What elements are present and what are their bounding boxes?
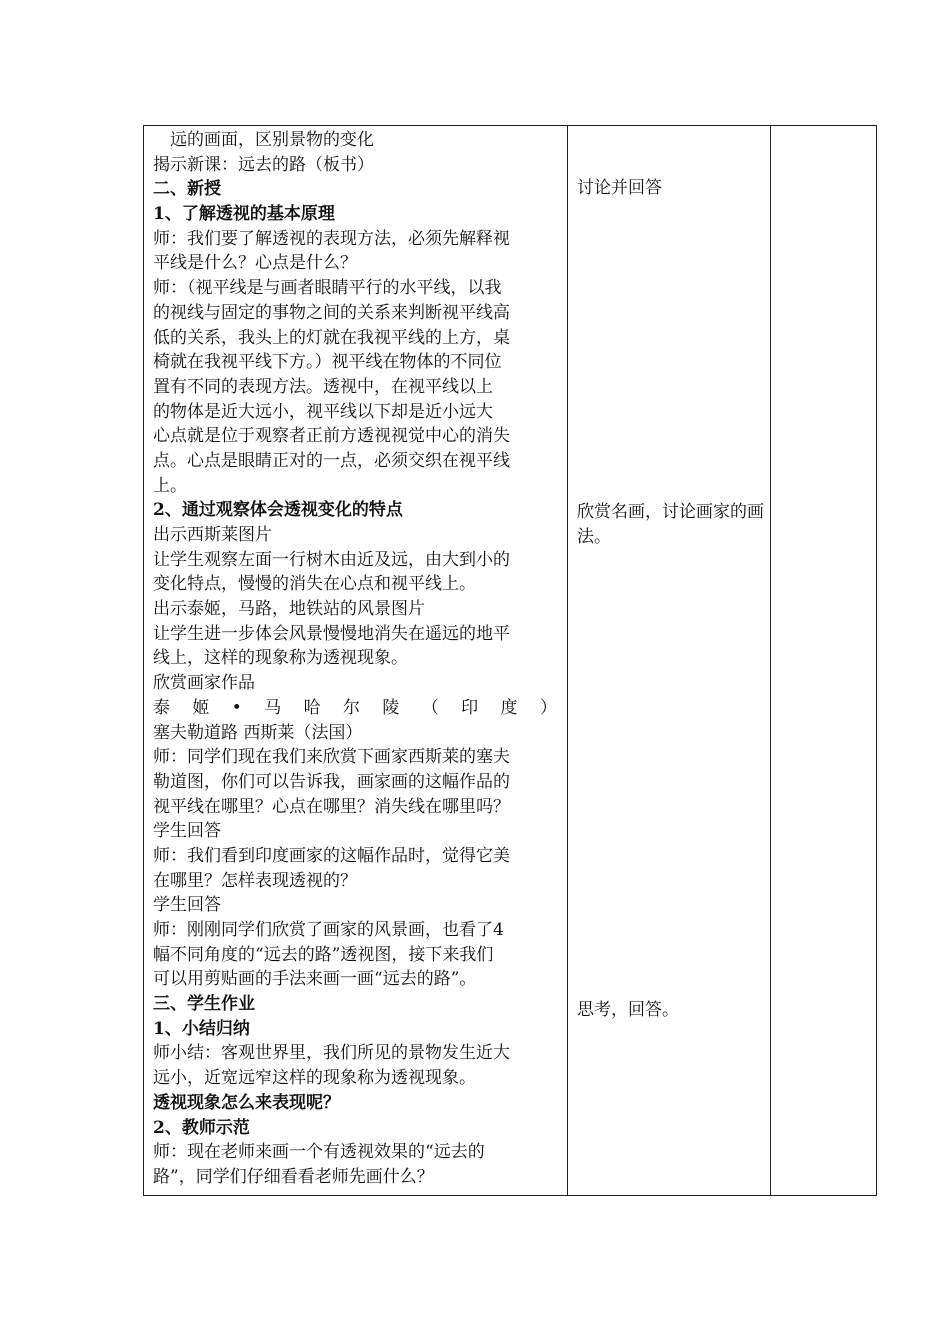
text-line: 让学生进一步体会风景慢慢地消失在遥远的地平 <box>153 623 510 644</box>
text-line: 学生回答 <box>153 895 221 916</box>
teaching-process-text <box>153 128 557 1190</box>
text-line: 置有不同的表现方法。透视中，在视平线以上 <box>153 376 493 397</box>
text-line: 塞夫勒道路 西斯莱（法国） <box>153 722 363 743</box>
text-line: 椅就在我视平线下方。）视平线在物体的不同位 <box>153 352 502 373</box>
student-note-think: 思考，回答。 <box>577 1000 679 1020</box>
text-line: 让学生观察左面一行树木由近及远，由大到小的 <box>153 549 510 570</box>
text-line: 低的关系，我头上的灯就在我视平线的上方，桌 <box>153 327 510 348</box>
section-heading: 透视现象怎么来表现呢？ <box>153 1092 340 1113</box>
text-line: 师：我们看到印度画家的这幅作品时，觉得它美 <box>153 845 510 866</box>
text-line: 视平线在哪里？心点在哪里？消失线在哪里吗？ <box>153 796 510 817</box>
student-note-discuss: 讨论并回答 <box>577 178 662 198</box>
text-line: 师：现在老师来画一个有透视效果的“远去的 <box>153 1142 485 1163</box>
text-line: 勒道图，你们可以告诉我，画家画的这幅作品的 <box>153 771 510 792</box>
section-heading: 1、小结归纳 <box>153 1018 250 1039</box>
text-line: 点。心点是眼睛正对的一点，必须交织在视平线 <box>153 450 510 471</box>
text-line: 线上，这样的现象称为透视现象。 <box>153 648 408 669</box>
text-line: 师：（视平线是与画者眼睛平行的水平线，以我 <box>153 278 502 299</box>
text-line: 变化特点，慢慢的消失在心点和视平线上。 <box>153 574 476 595</box>
text-line: 泰 姬 • 马 哈 尔 陵 （ 印 度 ） <box>153 697 557 718</box>
text-line: 揭示新课：远去的路（板书） <box>153 154 374 175</box>
section-heading: 2、通过观察体会透视变化的特点 <box>153 500 403 521</box>
text-line: 学生回答 <box>153 821 221 842</box>
lesson-plan-table <box>143 125 877 1196</box>
section-heading: 二、新授 <box>153 179 221 200</box>
student-note-appreciate: 欣赏名画，讨论画家的画法。 <box>577 502 764 547</box>
text-line: 远的画面，区别景物的变化 <box>153 130 374 150</box>
section-heading: 1、了解透视的基本原理 <box>153 204 335 225</box>
text-line: 心点就是位于观察者正前方透视视觉中心的消失 <box>153 426 510 447</box>
text-line: 幅不同角度的“远去的路”透视图，接下来我们 <box>153 944 494 965</box>
text-line: 平线是什么？心点是什么？ <box>153 253 357 274</box>
text-line: 出示泰姬，马路，地铁站的风景图片 <box>153 599 425 620</box>
text-line: 欣赏画家作品 <box>153 673 255 694</box>
section-heading: 2、教师示范 <box>153 1117 250 1138</box>
text-line: 出示西斯莱图片 <box>153 525 272 545</box>
text-line: 的物体是近大远小，视平线以下却是近小远大 <box>153 401 493 422</box>
text-line: 师：刚刚同学们欣赏了画家的风景画，也看了4 <box>153 920 504 940</box>
text-line: 可以用剪贴画的手法来画一画“远去的路”。 <box>153 969 477 990</box>
text-line: 远小，近宽远窄这样的现象称为透视现象。 <box>153 1068 476 1089</box>
text-line: 师：我们要了解透视的表现方法，必须先解释视 <box>153 228 510 249</box>
text-line: 师小结：客观世界里，我们所见的景物发生近大 <box>153 1043 510 1064</box>
text-line: 的视线与固定的事物之间的关系来判断视平线高 <box>153 302 510 323</box>
student-activity-column <box>567 126 771 1195</box>
text-line: 师：同学们现在我们来欣赏下画家西斯莱的塞夫 <box>153 747 510 768</box>
text-line: 路”，同学们仔细看看老师先画什么？ <box>153 1166 434 1187</box>
notes-column <box>770 126 878 1195</box>
teaching-process-column <box>144 126 568 1195</box>
text-line: 上。 <box>153 475 187 496</box>
text-line: 在哪里？怎样表现透视的？ <box>153 870 357 891</box>
section-heading: 三、学生作业 <box>153 994 255 1015</box>
